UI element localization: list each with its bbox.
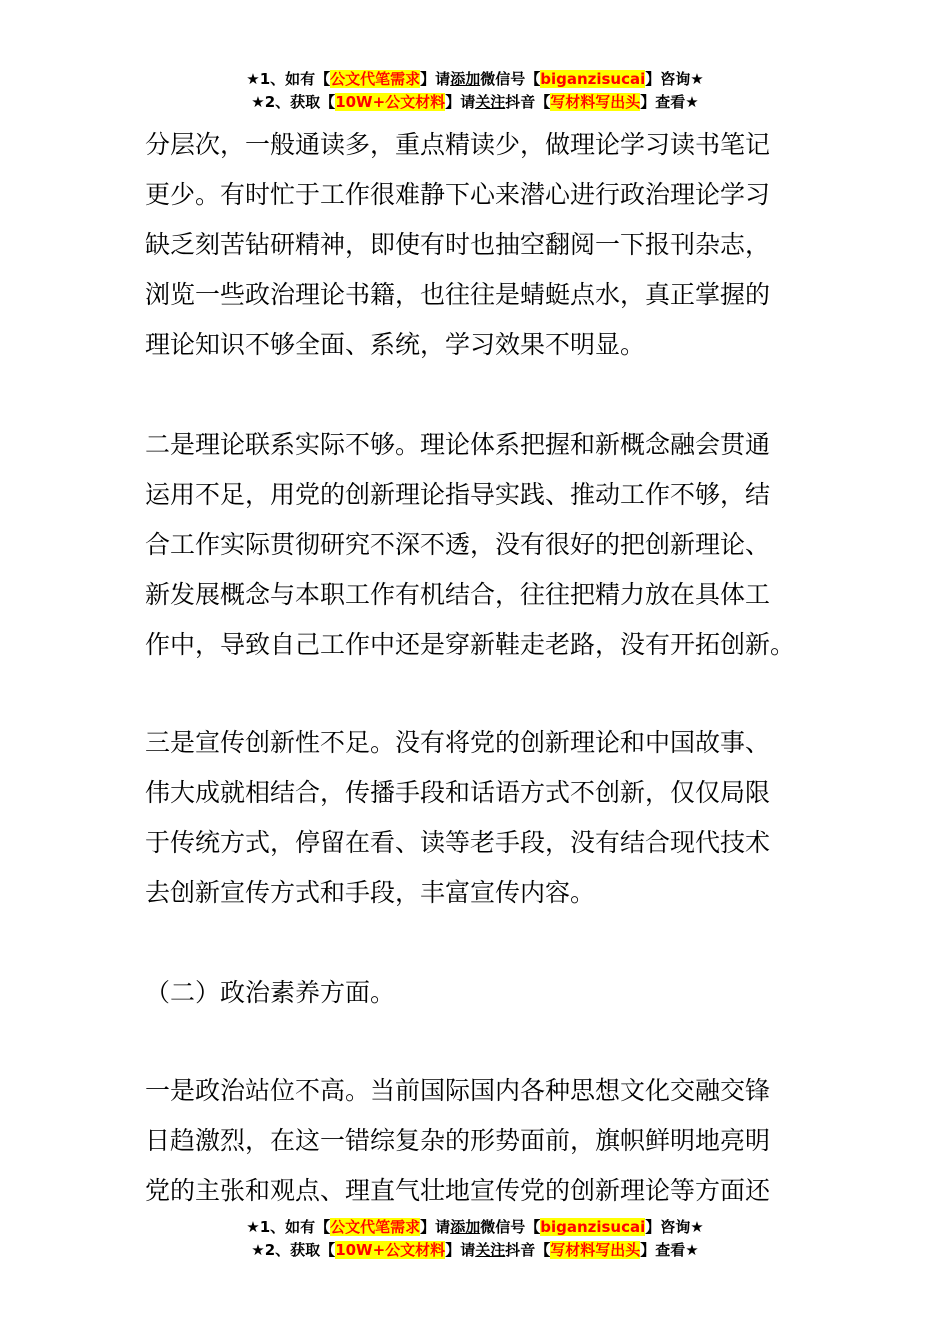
banner-line-2: [0, 91, 950, 114]
underlined-text: 添加: [450, 70, 481, 88]
highlight-douyin-id: 写材料写出头: [550, 1241, 641, 1259]
underlined-text: 关注: [475, 1241, 506, 1259]
text-line: 作中，导致自己工作中还是穿新鞋走老路，没有开拓创新。: [145, 630, 796, 659]
text-line: 三是宣传创新性不足。没有将党的创新理论和中国故事、: [145, 728, 771, 757]
banner-line-1: [0, 1216, 950, 1239]
text-line: 日趋激烈，在这一错综复杂的形势面前，旗帜鲜明地亮明: [145, 1126, 771, 1155]
highlight-wechat-id: biganzisucai: [540, 70, 646, 88]
banner-text: 】查看★: [640, 1241, 699, 1259]
banner-line-1: [0, 68, 950, 91]
underlined-text: 添加: [450, 1218, 481, 1236]
header-banner: [0, 68, 950, 114]
text-line: 分层次，一般通读多，重点精读少，做理论学习读书笔记: [145, 130, 771, 159]
banner-text: 微信号【: [480, 70, 541, 88]
paragraph-theory-practice: [145, 420, 815, 670]
highlight-wechat-id: biganzisucai: [540, 1218, 646, 1236]
text-line: 去创新宣传方式和手段，丰富宣传内容。: [145, 878, 596, 907]
banner-text: ★1、如有【: [246, 70, 331, 88]
text-line: 党的主张和观点、理直气壮地宣传党的创新理论等方面还: [145, 1176, 771, 1205]
banner-text: ★2、获取【: [251, 1241, 336, 1259]
section-heading: （二）政治素养方面。: [145, 978, 396, 1007]
highlight-service: 公文代笔需求: [330, 70, 421, 88]
text-line: 浏览一些政治理论书籍，也往往是蜻蜓点水，真正掌握的: [145, 280, 771, 309]
text-line: 缺乏刻苦钻研精神，即使有时也抽空翻阅一下报刊杂志，: [145, 230, 771, 259]
highlight-douyin-id: 写材料写出头: [550, 93, 641, 111]
text-line: 新发展概念与本职工作有机结合，往往把精力放在具体工: [145, 580, 771, 609]
text-line: 一是政治站位不高。当前国际国内各种思想文化交融交锋: [145, 1076, 771, 1105]
text-line: 于传统方式，停留在看、读等老手段，没有结合现代技术: [145, 828, 771, 857]
banner-text: 】咨询★: [645, 1218, 704, 1236]
text-line: 理论知识不够全面、系统，学习效果不明显。: [145, 330, 646, 359]
banner-text: ★2、获取【: [251, 93, 336, 111]
banner-text: 】请: [420, 70, 451, 88]
text-line: 更少。有时忙于工作很难静下心来潜心进行政治理论学习: [145, 180, 771, 209]
underlined-text: 关注: [475, 93, 506, 111]
banner-text: 】请: [445, 1241, 476, 1259]
text-line: 伟大成就相结合，传播手段和话语方式不创新，仅仅局限: [145, 778, 771, 807]
footer-banner: [0, 1216, 950, 1262]
paragraph-political-stance: [145, 1066, 815, 1216]
banner-text: 】咨询★: [645, 70, 704, 88]
banner-line-2: [0, 1239, 950, 1262]
highlight-service: 公文代笔需求: [330, 1218, 421, 1236]
banner-text: 】请: [445, 93, 476, 111]
paragraph-publicity-innovation: [145, 718, 815, 918]
banner-text: 抖音【: [505, 93, 551, 111]
text-line: 合工作实际贯彻研究不深不透，没有很好的把创新理论、: [145, 530, 771, 559]
section-heading-political-literacy: [145, 968, 815, 1018]
paragraph-study-depth: [145, 120, 815, 370]
text-line: 运用不足，用党的创新理论指导实践、推动工作不够，结: [145, 480, 771, 509]
text-line: 二是理论联系实际不够。理论体系把握和新概念融会贯通: [145, 430, 771, 459]
highlight-materials: 10W+公文材料: [335, 1241, 446, 1259]
banner-text: ★1、如有【: [246, 1218, 331, 1236]
banner-text: 】查看★: [640, 93, 699, 111]
highlight-materials: 10W+公文材料: [335, 93, 446, 111]
banner-text: 】请: [420, 1218, 451, 1236]
banner-text: 抖音【: [505, 1241, 551, 1259]
banner-text: 微信号【: [480, 1218, 541, 1236]
